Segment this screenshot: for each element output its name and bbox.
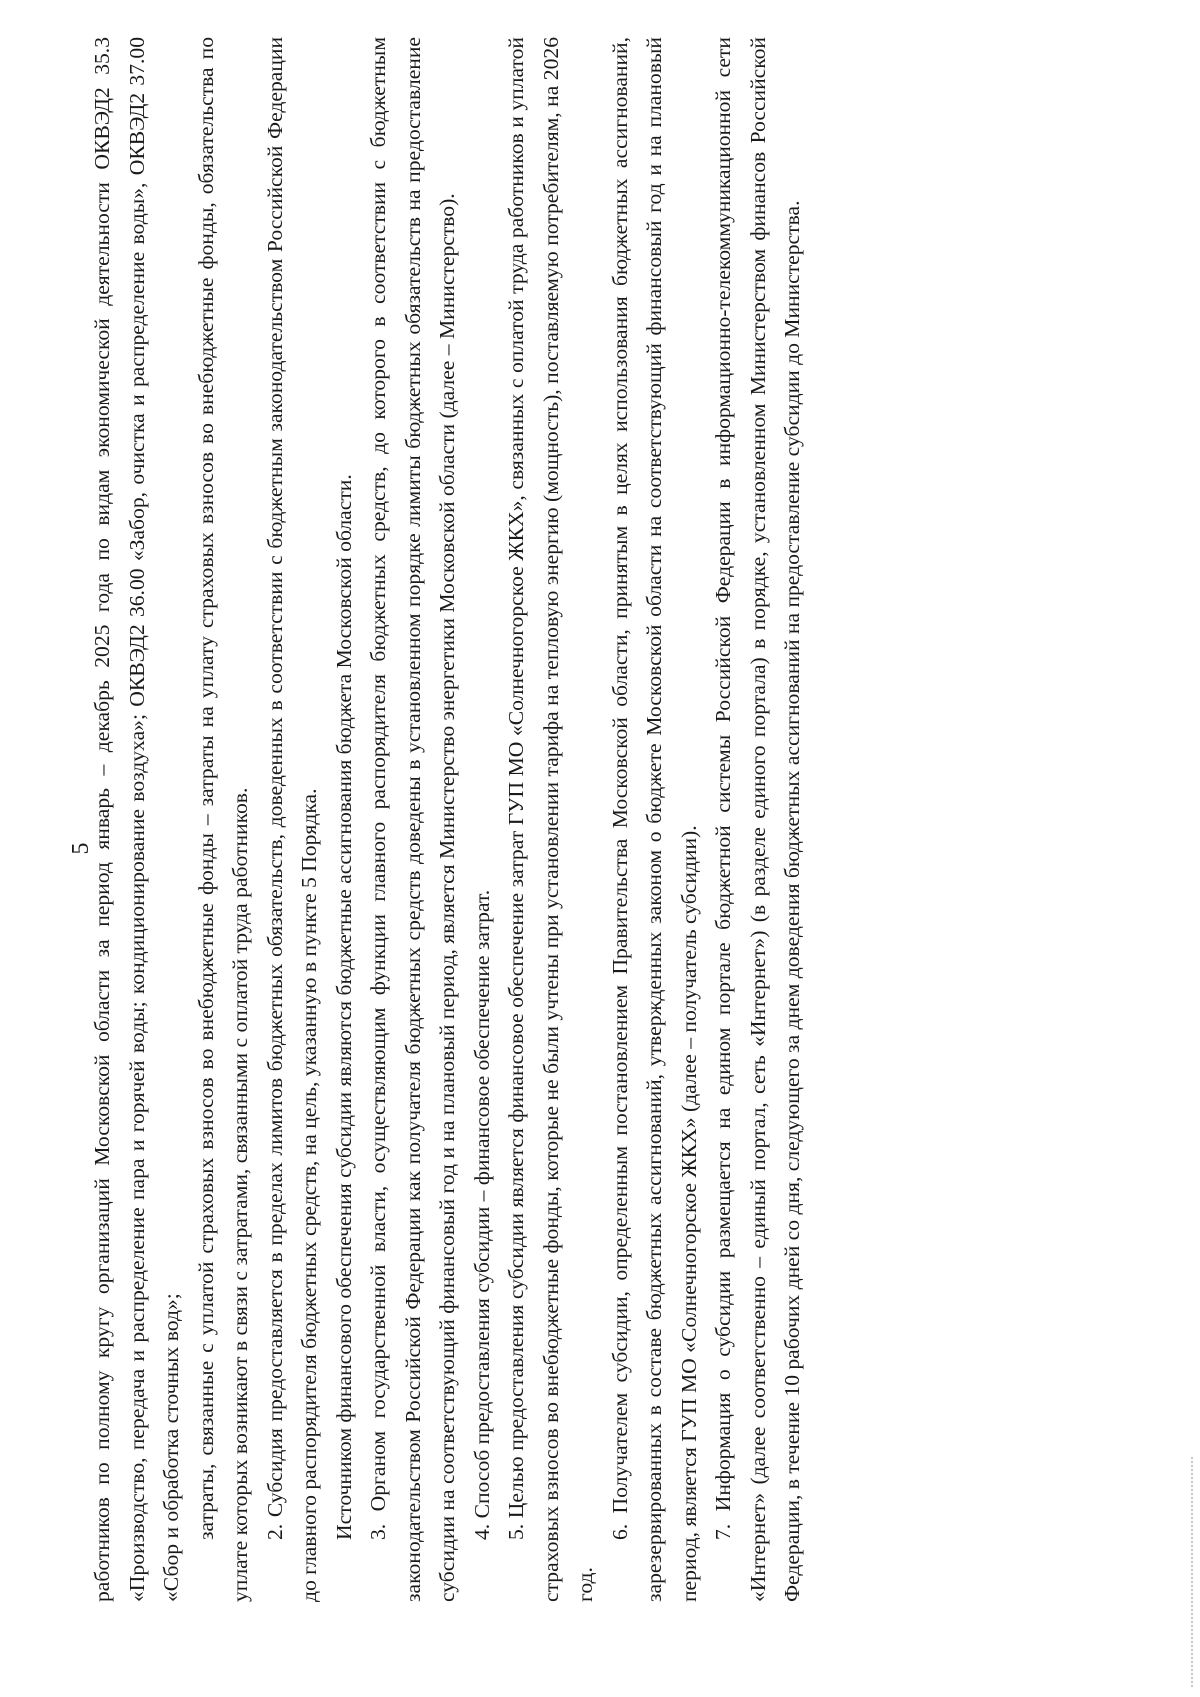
paragraph-item-2: 2. Субсидия предоставляется в пределах лимитов бюджетных обязательств, доведенных в соответствии с бюджетным законодательством Российской Федерации до главного распорядителя бюджетных средств, на цель, указанную в пункте 5 Порядка. xyxy=(262,37,321,1602)
paragraph-item-4: 4. Способ предоставления субсидии – финансовое обеспечение затрат. xyxy=(469,889,494,1540)
page-number: 5 xyxy=(68,842,94,855)
paragraph-item-7: 7. Информация о субсидии размещается на едином портале бюджетной системы Российской Федерации в информационно-телекоммуникационной сети «Интернет» (далее соответственно – единый портал, сеть «Интернет») (в разделе единого портала) в порядке, установленном Министерством финансов Российской Федерации, в течение 10 рабочих дней со дня, следующего за днем доведения бюджетных ассигнований на предоставление субсидии до Министерства. xyxy=(711,37,804,1602)
paragraph-insurance-costs: затраты, связанные с уплатой страховых взносов во внебюджетные фонды – затраты на уплату страховых взносов во внебюджетные фонды, обязательства по уплате которых возникают в связи с затратами, связанными с оплатой труда работников. xyxy=(193,37,252,1602)
scan-artifact-dots xyxy=(1191,1457,1196,1687)
paragraph-wage-definition: работников по полному кругу организаций Московской области за период январь – декабрь 2025 года по видам экономической деятельности ОКВЭД2 35.3 «Производство, передача и распределение пара и горячей воды; кондиционирование воздуха»; ОКВЭД2 36.00 «Забор, очистка и распределение воды», ОКВЭД2 37.00 «Сбор и обработка сточных вод»; xyxy=(90,37,183,1602)
paragraph-item-5: 5. Целью предоставления субсидии является финансовое обеспечение затрат ГУП МО «Солнечногорское ЖКХ», связанных с оплатой труда работников и уплатой страховых взносов во внебюджетные фонды, которые не были учтены при установлении тарифа на тепловую энергию (мощность), поставляемую потребителям, на 2026 год. xyxy=(504,37,597,1602)
paragraph-item-6: 6. Получателем субсидии, определенным постановлением Правительства Московской области, принятым в целях использования бюджетных ассигнований, зарезервированных в составе бюджетных ассигнований, утвержденных законом о бюджете Московской области на соответствующий финансовый год и на плановый период, является ГУП МО «Солнечногорское ЖКХ» (далее – получатель субсидии). xyxy=(607,37,701,1602)
paragraph-funding-source: Источником финансового обеспечения субсидии являются бюджетные ассигнования бюджета Московской области. xyxy=(331,474,356,1540)
document-body xyxy=(85,37,810,1602)
paragraph-item-3: 3. Органом государственной власти, осуществляющим функции главного распорядителя бюджетных средств, до которого в соответствии с бюджетным законодательством Российской Федерации как получателя бюджетных средств доведены в установленном порядке лимиты бюджетных обязательств на предоставление субсидии на соответствующий финансовый год и на плановый период, является Министерство энергетики Московской области (далее – Министерство). xyxy=(366,37,459,1602)
